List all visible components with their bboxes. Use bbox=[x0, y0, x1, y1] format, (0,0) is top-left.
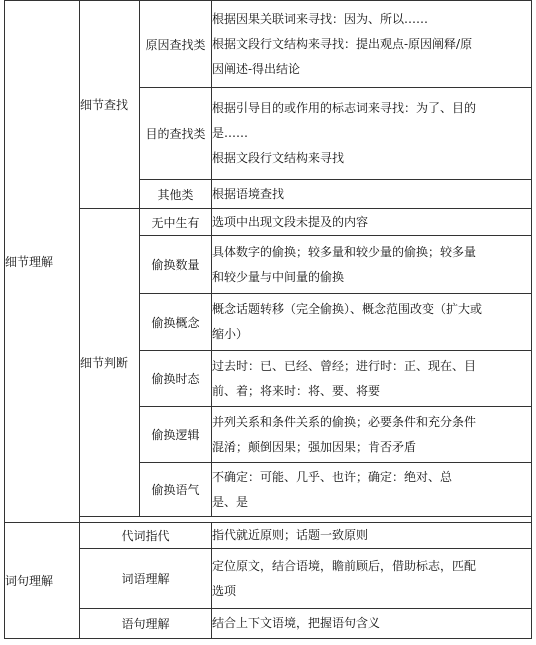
table-row bbox=[5, 609, 532, 639]
type-cell bbox=[80, 549, 212, 609]
type-cell bbox=[140, 351, 212, 407]
subcategory-detail-find bbox=[80, 1, 140, 209]
type-label: 偷换概念 bbox=[151, 315, 200, 330]
description-line: 具体数字的偷换；较多量和较少量的偷换；较多量 bbox=[212, 244, 477, 259]
type-label: 原因查找类 bbox=[145, 37, 206, 52]
category-label: 细节理解 bbox=[5, 255, 54, 269]
type-cell bbox=[140, 209, 212, 236]
method-table bbox=[4, 0, 532, 639]
description-line: 选项 bbox=[212, 583, 237, 598]
description-line: 结合上下文语境，把握语句含义 bbox=[212, 616, 381, 630]
description-line: 根据引导目的或作用的标志词来寻找：为了、目的 bbox=[212, 101, 477, 115]
table-row bbox=[5, 1, 532, 88]
description-line: 混淆；颠倒因果；强加因果；肯否矛盾 bbox=[212, 439, 417, 454]
type-cell bbox=[140, 180, 212, 209]
description-cell bbox=[212, 294, 532, 351]
description-line: 概念话题转移（完全偷换）、概念范围改变（扩大或 bbox=[212, 302, 483, 316]
type-cell bbox=[80, 609, 212, 639]
type-cell bbox=[140, 407, 212, 463]
type-label: 偷换语气 bbox=[151, 483, 200, 497]
table-row bbox=[5, 549, 532, 609]
type-cell bbox=[140, 236, 212, 294]
type-label: 偷换逻辑 bbox=[151, 428, 200, 442]
type-cell bbox=[140, 1, 212, 88]
table-row bbox=[5, 209, 532, 236]
type-cell bbox=[140, 294, 212, 351]
type-label: 代词指代 bbox=[121, 529, 170, 543]
type-label: 语句理解 bbox=[121, 617, 170, 631]
description-line: 并列关系和条件关系的偷换；必要条件和充分条件 bbox=[212, 414, 477, 429]
description-line: 指代就近原则；话题一致原则 bbox=[212, 528, 369, 542]
description-line: 缩小） bbox=[212, 327, 249, 341]
type-label: 偷换数量 bbox=[151, 258, 200, 272]
category-word-sentence bbox=[5, 523, 80, 639]
type-cell bbox=[140, 88, 212, 180]
description-line: 选项中出现文段未提及的内容 bbox=[212, 214, 369, 229]
description-cell bbox=[212, 180, 532, 209]
category-detail-understanding bbox=[5, 1, 80, 523]
description-line: 和较少量与中间量的偷换 bbox=[212, 269, 345, 284]
description-cell bbox=[212, 609, 532, 639]
description-cell bbox=[212, 549, 532, 609]
type-label: 偷换时态 bbox=[151, 372, 200, 386]
description-cell bbox=[212, 463, 532, 517]
description-line: 根据文段行文结构来寻找 bbox=[212, 151, 345, 165]
type-label: 无中生有 bbox=[151, 215, 200, 230]
category-label: 词句理解 bbox=[5, 574, 54, 588]
description-cell bbox=[212, 523, 532, 549]
subcategory-detail-judge bbox=[80, 209, 140, 517]
description-cell bbox=[212, 351, 532, 407]
type-cell bbox=[80, 523, 212, 549]
description-cell bbox=[212, 236, 532, 294]
description-line: 根据文段行文结构来寻找：提出观点-原因阐释/原 bbox=[212, 36, 473, 51]
description-line: 因阐述-得出结论 bbox=[212, 61, 301, 76]
description-line: 是、是 bbox=[212, 494, 249, 509]
description-cell bbox=[212, 88, 532, 180]
description-line: 前、着；将来时：将、要、将要 bbox=[212, 383, 381, 398]
description-line: 是…… bbox=[212, 126, 249, 140]
description-cell bbox=[212, 407, 532, 463]
type-cell bbox=[140, 463, 212, 517]
type-label: 目的查找类 bbox=[145, 127, 206, 141]
description-cell bbox=[212, 1, 532, 88]
description-line: 根据语境查找 bbox=[212, 186, 285, 201]
description-line: 过去时：已、已经、曾经；进行时：正、现在、目 bbox=[212, 358, 477, 373]
subcategory-label: 细节查找 bbox=[80, 98, 129, 112]
description-cell bbox=[212, 209, 532, 236]
table-row bbox=[5, 523, 532, 549]
subcategory-label: 细节判断 bbox=[80, 356, 129, 370]
description-line: 不确定：可能、几乎、也许；确定：绝对、总 bbox=[212, 469, 453, 484]
description-line: 根据因果关联词来寻找：因为、所以…… bbox=[212, 11, 429, 26]
description-line: 定位原文，结合语境，瞻前顾后，借助标志，匹配 bbox=[212, 558, 477, 573]
type-label: 其他类 bbox=[157, 187, 194, 202]
type-label: 词语理解 bbox=[121, 572, 170, 586]
